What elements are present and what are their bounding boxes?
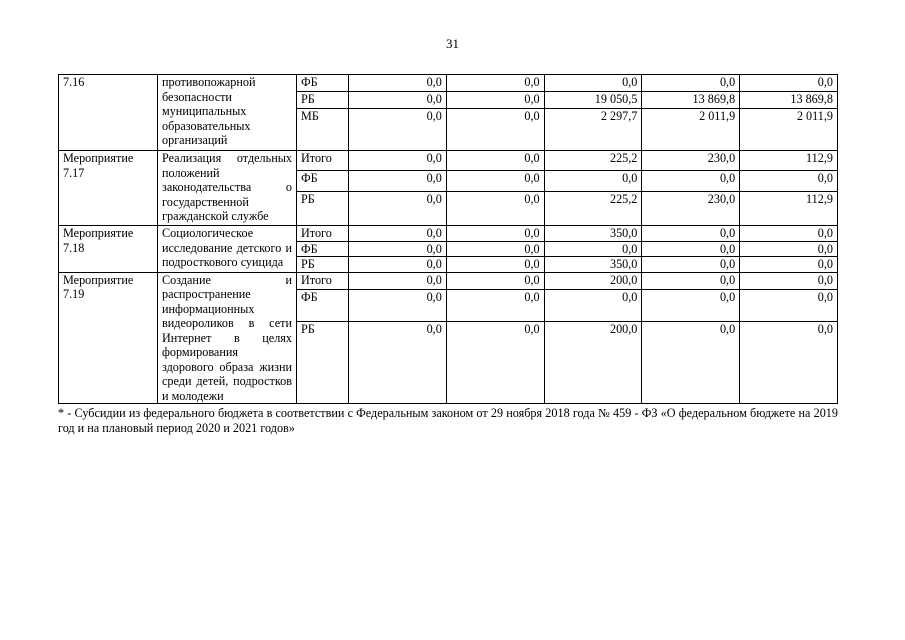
value-cell: 0,0 bbox=[446, 92, 544, 109]
value-cell: 0,0 bbox=[642, 322, 740, 404]
measure-description: противопожарной безопасности муниципальных образовательных организаций bbox=[158, 75, 297, 151]
value-cell: 0,0 bbox=[642, 289, 740, 322]
value-cell: 0,0 bbox=[740, 241, 838, 257]
value-cell: 0,0 bbox=[740, 171, 838, 192]
funding-source: Итого bbox=[297, 272, 349, 289]
table-row bbox=[59, 226, 838, 242]
value-cell: 0,0 bbox=[642, 272, 740, 289]
value-cell: 225,2 bbox=[544, 151, 642, 171]
measure-description: Социологическое исследование детского и подросткового суицида bbox=[158, 226, 297, 273]
table-row bbox=[59, 151, 838, 171]
value-cell: 350,0 bbox=[544, 226, 642, 242]
value-cell: 0,0 bbox=[349, 272, 447, 289]
measure-code: Мероприятие 7.19 bbox=[59, 272, 158, 404]
page-number: 31 bbox=[446, 36, 459, 51]
value-cell: 0,0 bbox=[740, 322, 838, 404]
value-cell: 0,0 bbox=[446, 171, 544, 192]
funding-source: ФБ bbox=[297, 241, 349, 257]
value-cell: 0,0 bbox=[349, 151, 447, 171]
value-cell: 0,0 bbox=[349, 171, 447, 192]
measure-code: Мероприятие 7.18 bbox=[59, 226, 158, 273]
measure-code: 7.16 bbox=[59, 75, 158, 151]
funding-source: Итого bbox=[297, 151, 349, 171]
funding-source: РБ bbox=[297, 92, 349, 109]
value-cell: 0,0 bbox=[349, 322, 447, 404]
funding-source: РБ bbox=[297, 257, 349, 273]
value-cell: 0,0 bbox=[642, 226, 740, 242]
value-cell: 0,0 bbox=[349, 75, 447, 92]
value-cell: 2 011,9 bbox=[642, 109, 740, 151]
table-row bbox=[59, 272, 838, 289]
value-cell: 0,0 bbox=[740, 272, 838, 289]
value-cell: 0,0 bbox=[642, 257, 740, 273]
value-cell: 13 869,8 bbox=[740, 92, 838, 109]
value-cell: 350,0 bbox=[544, 257, 642, 273]
value-cell: 200,0 bbox=[544, 272, 642, 289]
value-cell: 0,0 bbox=[349, 192, 447, 226]
value-cell: 0,0 bbox=[446, 109, 544, 151]
measure-code: Мероприятие 7.17 bbox=[59, 151, 158, 226]
value-cell: 0,0 bbox=[446, 226, 544, 242]
value-cell: 112,9 bbox=[740, 151, 838, 171]
value-cell: 0,0 bbox=[446, 192, 544, 226]
value-cell: 0,0 bbox=[446, 151, 544, 171]
funding-source: ФБ bbox=[297, 75, 349, 92]
value-cell: 112,9 bbox=[740, 192, 838, 226]
value-cell: 0,0 bbox=[349, 226, 447, 242]
value-cell: 0,0 bbox=[446, 241, 544, 257]
funding-source: РБ bbox=[297, 322, 349, 404]
value-cell: 0,0 bbox=[349, 241, 447, 257]
value-cell: 0,0 bbox=[740, 226, 838, 242]
value-cell: 0,0 bbox=[349, 109, 447, 151]
value-cell: 2 297,7 bbox=[544, 109, 642, 151]
value-cell: 0,0 bbox=[740, 75, 838, 92]
value-cell: 19 050,5 bbox=[544, 92, 642, 109]
value-cell: 0,0 bbox=[740, 289, 838, 322]
value-cell: 0,0 bbox=[446, 75, 544, 92]
value-cell: 0,0 bbox=[349, 92, 447, 109]
value-cell: 0,0 bbox=[642, 171, 740, 192]
value-cell: 0,0 bbox=[446, 257, 544, 273]
measure-description: Реализация отдельных положений законодательства о государственной гражданской службе bbox=[158, 151, 297, 226]
value-cell: 2 011,9 bbox=[740, 109, 838, 151]
funding-source: ФБ bbox=[297, 171, 349, 192]
value-cell: 0,0 bbox=[642, 241, 740, 257]
value-cell: 0,0 bbox=[349, 289, 447, 322]
value-cell: 0,0 bbox=[349, 257, 447, 273]
value-cell: 0,0 bbox=[446, 289, 544, 322]
funding-source: РБ bbox=[297, 192, 349, 226]
budget-table bbox=[58, 74, 838, 404]
value-cell: 0,0 bbox=[544, 289, 642, 322]
value-cell: 0,0 bbox=[446, 272, 544, 289]
table-row bbox=[59, 75, 838, 92]
value-cell: 0,0 bbox=[446, 322, 544, 404]
value-cell: 230,0 bbox=[642, 192, 740, 226]
funding-source: Итого bbox=[297, 226, 349, 242]
value-cell: 200,0 bbox=[544, 322, 642, 404]
value-cell: 0,0 bbox=[642, 75, 740, 92]
measure-description: Создание и распространение информационных видеороликов в сети Интернет в целях формирования здорового образа жизни среди детей, подростков и молодежи bbox=[158, 272, 297, 404]
funding-source: ФБ bbox=[297, 289, 349, 322]
funding-source: МБ bbox=[297, 109, 349, 151]
value-cell: 225,2 bbox=[544, 192, 642, 226]
value-cell: 230,0 bbox=[642, 151, 740, 171]
value-cell: 13 869,8 bbox=[642, 92, 740, 109]
footnote: * - Субсидии из федерального бюджета в соответствии с Федеральным законом от 29 ноября 2018 года № 459 - ФЗ «О федеральном бюджете на 2019 год и на плановый период 2020 и 2021 годов» bbox=[58, 406, 838, 435]
value-cell: 0,0 bbox=[544, 241, 642, 257]
value-cell: 0,0 bbox=[544, 75, 642, 92]
value-cell: 0,0 bbox=[544, 171, 642, 192]
value-cell: 0,0 bbox=[740, 257, 838, 273]
